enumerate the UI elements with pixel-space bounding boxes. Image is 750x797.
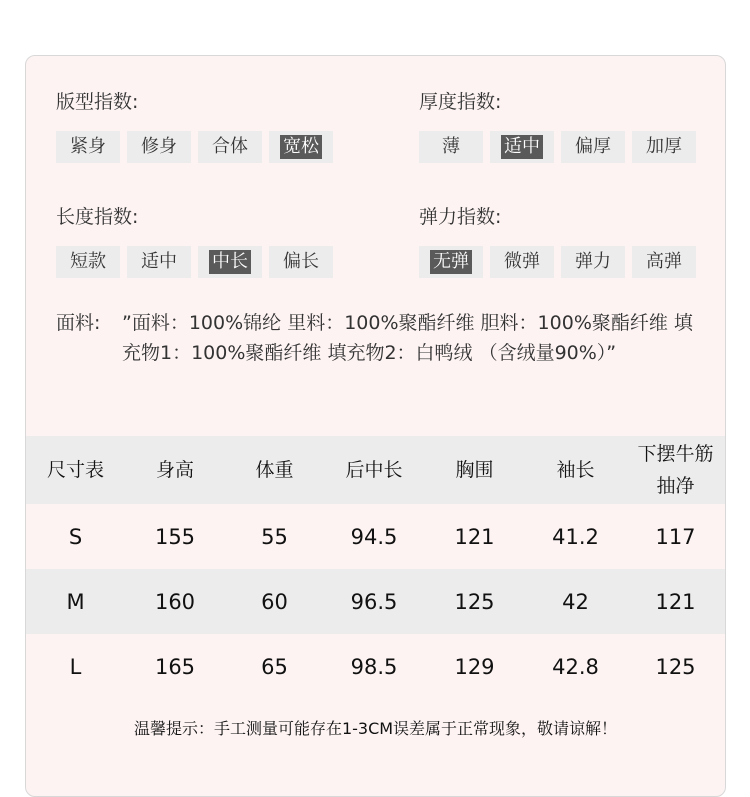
table-cell: 65 bbox=[261, 654, 288, 679]
elasticity-option: 无弹 bbox=[419, 246, 483, 278]
size-table-header: 下摆牛筋抽净 bbox=[637, 443, 714, 497]
length-index-options bbox=[56, 246, 333, 278]
size-table-header: 体重 bbox=[255, 459, 294, 481]
size-table-header: 尺寸表 bbox=[46, 459, 104, 481]
fabric-text: ”面料：100%锦纶 里料：100%聚酯纤维 胆料：100%聚酯纤维 填充物1：100%聚酯纤维 填充物2：白鸭绒 （含绒量90%）” bbox=[122, 312, 693, 364]
table-cell: 96.5 bbox=[350, 589, 398, 614]
table-cell: 55 bbox=[261, 524, 288, 549]
fit-option: 紧身 bbox=[56, 131, 120, 163]
thickness-option: 薄 bbox=[419, 131, 483, 163]
table-cell: 42 bbox=[562, 589, 589, 614]
table-cell: 121 bbox=[454, 524, 495, 549]
size-cell: M bbox=[66, 589, 85, 614]
table-cell: 160 bbox=[154, 589, 196, 614]
elasticity-index bbox=[419, 204, 719, 272]
length-index-title: 长度指数: bbox=[56, 206, 139, 228]
size-info-card bbox=[25, 55, 726, 797]
elasticity-index-title: 弹力指数: bbox=[419, 206, 502, 228]
measurement-tip: 温馨提示：手工测量可能存在1-3CM误差属于正常现象，敬请谅解！ bbox=[133, 719, 618, 738]
table-cell: 117 bbox=[655, 524, 696, 549]
table-cell: 125 bbox=[454, 589, 495, 614]
fit-option: 合体 bbox=[198, 131, 262, 163]
thickness-index-options bbox=[419, 131, 696, 163]
table-cell: 41.2 bbox=[552, 524, 599, 549]
table-cell: 98.5 bbox=[350, 654, 398, 679]
thickness-index-title: 厚度指数: bbox=[419, 91, 502, 113]
size-cell: L bbox=[69, 654, 82, 679]
table-row bbox=[26, 504, 725, 569]
thickness-option: 加厚 bbox=[632, 131, 696, 163]
elasticity-option: 弹力 bbox=[561, 246, 625, 278]
fabric-label: 面料: bbox=[56, 312, 101, 334]
fabric-composition bbox=[56, 308, 696, 368]
fit-index-options bbox=[56, 131, 333, 163]
table-cell: 121 bbox=[655, 589, 696, 614]
size-table-header: 袖长 bbox=[556, 459, 595, 481]
length-option: 适中 bbox=[127, 246, 191, 278]
thickness-index bbox=[419, 89, 719, 157]
fit-index bbox=[56, 89, 356, 157]
size-table-header: 后中长 bbox=[345, 459, 403, 481]
table-cell: 42.8 bbox=[552, 654, 599, 679]
length-option: 短款 bbox=[56, 246, 120, 278]
elasticity-option: 微弹 bbox=[490, 246, 554, 278]
table-cell: 165 bbox=[154, 654, 196, 679]
table-cell: 129 bbox=[454, 654, 495, 679]
table-cell: 155 bbox=[154, 524, 196, 549]
size-table-header: 胸围 bbox=[455, 459, 494, 481]
length-index bbox=[56, 204, 356, 272]
table-cell: 125 bbox=[655, 654, 696, 679]
elasticity-option: 高弹 bbox=[632, 246, 696, 278]
table-row bbox=[26, 634, 725, 699]
elasticity-index-options bbox=[419, 246, 696, 278]
size-table bbox=[26, 436, 725, 699]
length-option: 中长 bbox=[198, 246, 262, 278]
fit-option: 修身 bbox=[127, 131, 191, 163]
length-option: 偏长 bbox=[269, 246, 333, 278]
size-table-header-row bbox=[26, 436, 725, 504]
fit-option: 宽松 bbox=[269, 131, 333, 163]
thickness-option: 偏厚 bbox=[561, 131, 625, 163]
table-cell: 94.5 bbox=[350, 524, 398, 549]
table-cell: 60 bbox=[261, 589, 288, 614]
size-table-header: 身高 bbox=[155, 459, 194, 481]
fit-index-title: 版型指数: bbox=[56, 91, 139, 113]
size-cell: S bbox=[68, 524, 83, 549]
table-row bbox=[26, 569, 725, 634]
thickness-option: 适中 bbox=[490, 131, 554, 163]
